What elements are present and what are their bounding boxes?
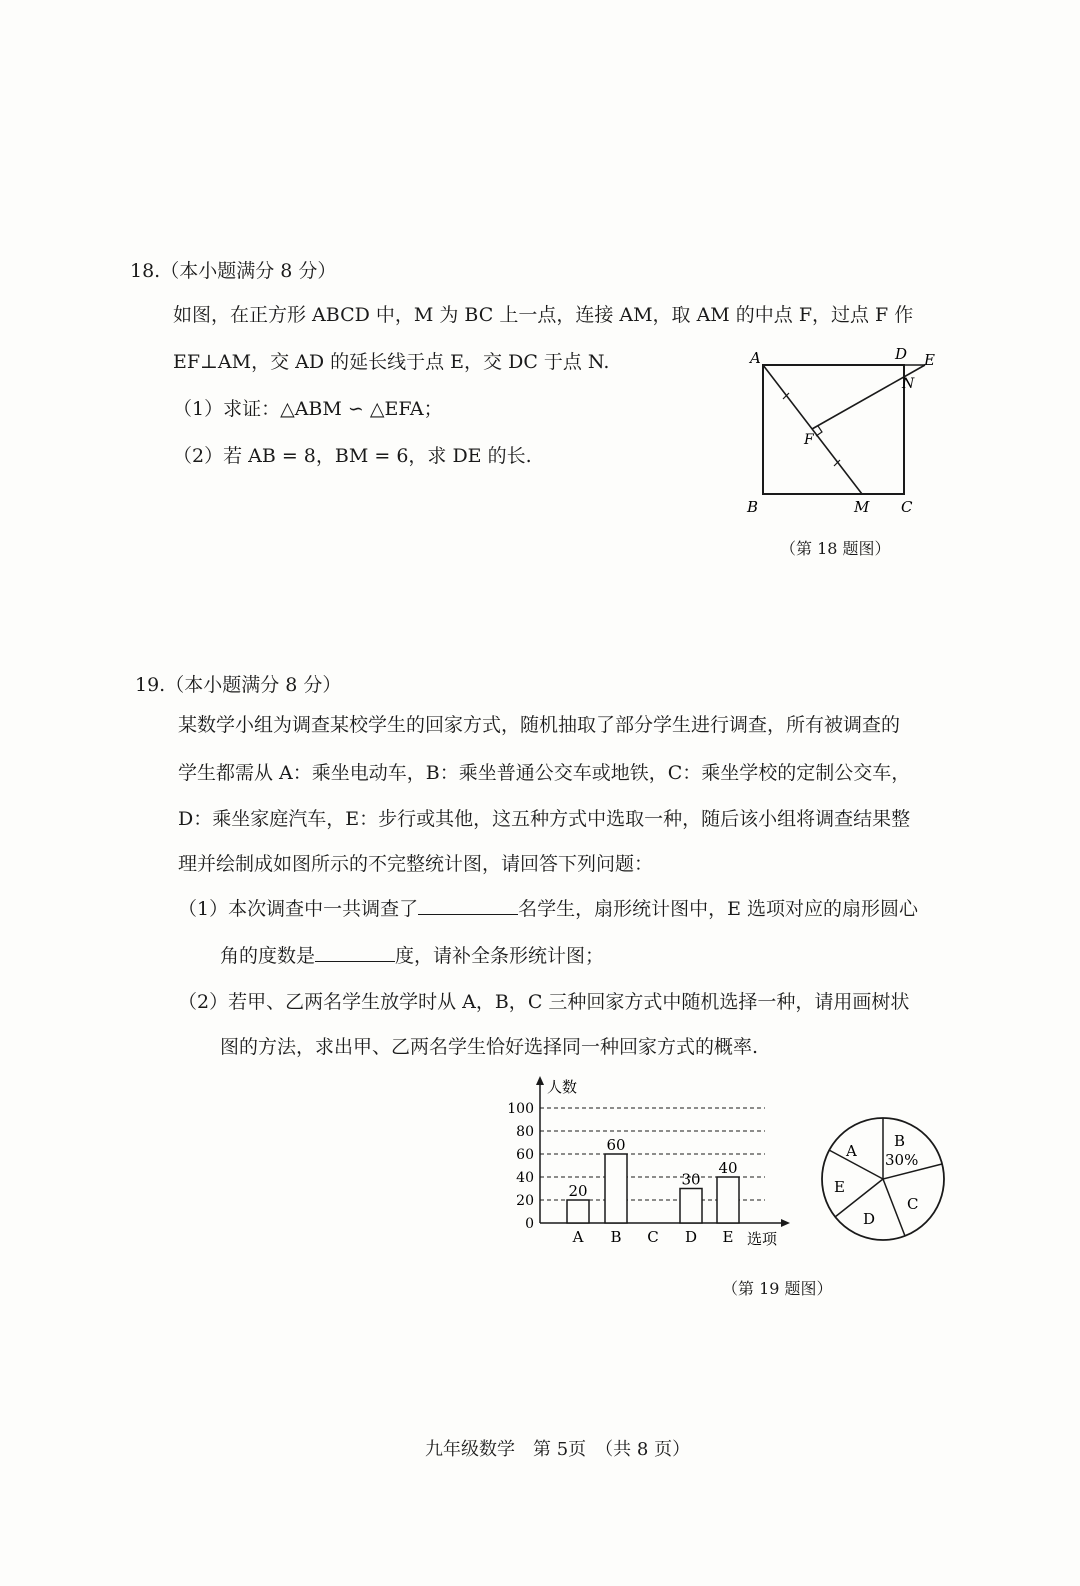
q18-line2: EF⊥AM，交 AD 的延长线于点 E，交 DC 于点 N. [173,351,610,373]
q19-part1b: 名学生，扇形统计图中，E 选项对应的扇形圆心 [518,898,919,920]
q19-line3: D：乘坐家庭汽车，E：步行或其他，这五种方式中选取一种，随后该小组将调查结果整 [178,808,911,830]
q18-part1: （1）求证：△ABM ∽ △EFA； [173,398,443,420]
y-tick-label-80: 80 [516,1124,534,1140]
q19-line2: 学生都需从 A：乘坐电动车，B：乘坐普通公交车或地铁，C：乘坐学校的定制公交车， [178,762,911,784]
x-tick-label-D: D [684,1228,698,1246]
bar-value-label-A: 20 [568,1182,588,1200]
q19-part1a: （1）本次调查中一共调查了 [178,898,419,920]
page-footer: 九年级数学 第 5页 （共 8 页） [425,1439,691,1460]
q19-line1: 某数学小组为调查某校学生的回家方式，随机抽取了部分学生进行调查，所有被调查的 [178,714,901,736]
label-m: M [854,498,870,516]
label-c: C [901,498,913,516]
bar-value-label-D: 30 [681,1170,701,1189]
q19-header: 19.（本小题满分 8 分） [135,674,342,696]
y-axis-label: 人数 [547,1078,578,1096]
square-abcd [763,365,904,494]
bar-A [567,1200,589,1223]
bar-chart [495,1070,800,1250]
q19-part1c: 角的度数是 [220,945,316,967]
x-tick-label-B: B [610,1228,622,1246]
y-tick-label-60: 60 [516,1147,534,1163]
bar-value-label-B: 60 [606,1136,626,1154]
y-tick-label-40: 40 [516,1170,534,1186]
label-f: F [804,432,814,448]
q19-part1-line2 [220,941,604,968]
segment-fe [812,365,925,429]
q18-figure [730,340,960,530]
x-axis-label: 选项 [747,1230,778,1248]
pie-label-b-percent: 30% [885,1151,919,1169]
q18-part2: （2）若 AB = 8，BM = 6，求 DE 的长. [173,445,532,467]
q18-header: 18.（本小题满分 8 分） [130,260,337,282]
bar-B [605,1154,627,1223]
y-tick-label-20: 20 [516,1193,534,1209]
y-tick-label-100: 100 [507,1101,534,1117]
pie-label-e: E [834,1178,845,1196]
x-tick-label-A: A [572,1228,584,1246]
pie-label-a: A [846,1142,857,1160]
x-tick-label-E: E [722,1228,734,1246]
label-n: N [902,376,915,392]
q19-part1-line1 [178,894,918,921]
pie-label-b: B [894,1132,906,1150]
pie-label-c: C [907,1195,919,1213]
answer-blank-count[interactable] [418,898,518,915]
x-tick-label-C: C [647,1228,659,1246]
bar-E [717,1177,739,1223]
q19-line4: 理并绘制成如图所示的不完整统计图，请回答下列问题： [178,853,654,875]
bar-D [680,1189,702,1224]
label-d: D [895,345,908,363]
bar-value-label-E: 40 [718,1159,738,1177]
y-axis-arrow [536,1076,544,1085]
q18-line1: 如图，在正方形 ABCD 中，M 为 BC 上一点，连接 AM，取 AM 的中点 F，过点 F 作 [173,304,914,326]
q19-part2-line1: （2）若甲、乙两名学生放学时从 A，B，C 三种回家方式中随机选择一种，请用画树状 [178,991,910,1013]
x-axis-arrow [781,1219,790,1227]
answer-blank-degree[interactable] [315,945,395,962]
label-e: E [924,351,935,369]
pie-chart [815,1110,955,1250]
label-b: B [747,498,759,516]
label-a: A [750,349,761,367]
q18-caption: （第 18 题图） [780,539,891,558]
y-tick-label-0: 0 [525,1216,534,1232]
q19-caption: （第 19 题图） [722,1279,833,1298]
pie-label-d: D [863,1210,876,1228]
pie-divider-cd [883,1179,905,1236]
q19-part1d: 度，请补全条形统计图； [395,945,605,967]
q19-part2-line2: 图的方法，求出甲、乙两名学生恰好选择同一种回家方式的概率. [220,1036,759,1058]
